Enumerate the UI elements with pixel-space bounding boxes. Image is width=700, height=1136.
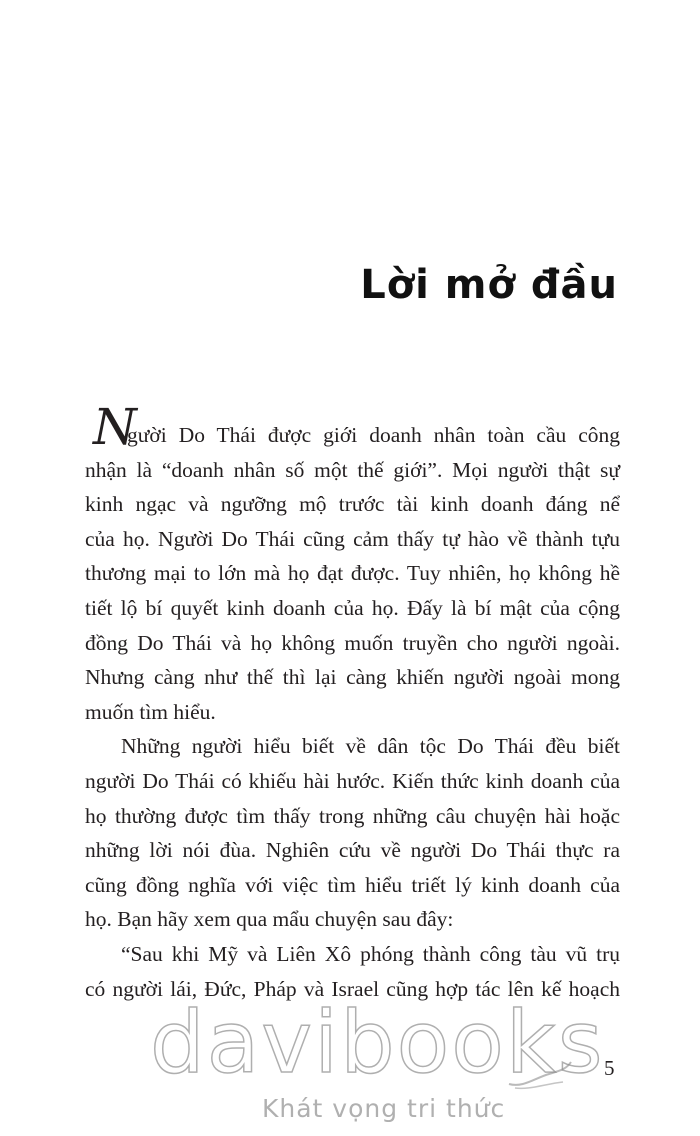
text-line: họ. Bạn hãy xem qua mẩu chuyện sau đây: xyxy=(85,907,454,932)
drop-cap: N xyxy=(93,398,137,456)
text-line: “Sau khi Mỹ và Liên Xô phóng thành công tàu vũ trụ xyxy=(121,941,620,966)
chapter-body xyxy=(85,398,620,1006)
watermark-tagline: Khát vọng tri thức xyxy=(262,1094,506,1123)
text-line: kinh ngạc và ngưỡng mộ trước tài kinh doanh đáng nể xyxy=(85,492,620,517)
page-number: 5 xyxy=(604,1056,615,1080)
text-line: tiết lộ bí quyết kinh doanh của họ. Đấy là bí mật của cộng xyxy=(85,595,620,620)
text-line: đồng Do Thái và họ không muốn truyền cho người ngoài. xyxy=(85,630,620,655)
text-line: của họ. Người Do Thái cũng cảm thấy tự hào về thành tựu xyxy=(85,526,620,551)
text-line: cũng đồng nghĩa với việc tìm hiểu triết lý kinh doanh của xyxy=(85,872,620,897)
text-line: có người lái, Đức, Pháp và Israel cũng hợp tác lên kế hoạch xyxy=(85,976,620,1001)
chapter-title: Lời mở đầu xyxy=(360,262,618,308)
text-line: nhận là “doanh nhân số một thế giới”. Mọi người thật sự xyxy=(85,457,620,482)
text-line: Nhưng càng như thế thì lại càng khiến người ngoài mong xyxy=(85,665,620,690)
text-line xyxy=(85,398,620,456)
text-line: Những người hiểu biết về dân tộc Do Thái đều biết xyxy=(121,734,620,759)
text-line: những lời nói đùa. Nghiên cứu về người Do Thái thực ra xyxy=(85,838,620,863)
watermark-brand: davibooks xyxy=(150,993,605,1093)
text-line: người Do Thái có khiếu hài hước. Kiến thức kinh doanh của xyxy=(85,768,620,793)
text-line: muốn tìm hiểu. xyxy=(85,699,216,724)
text-line: thương mại to lớn mà họ đạt được. Tuy nhiên, họ không hề xyxy=(85,561,620,586)
text-line-content: gười Do Thái được giới doanh nhân toàn cầu công xyxy=(127,423,620,447)
text-line: họ thường được tìm thấy trong những câu chuyện hài hoặc xyxy=(85,803,620,828)
watermark-flourish-icon xyxy=(505,1058,575,1092)
